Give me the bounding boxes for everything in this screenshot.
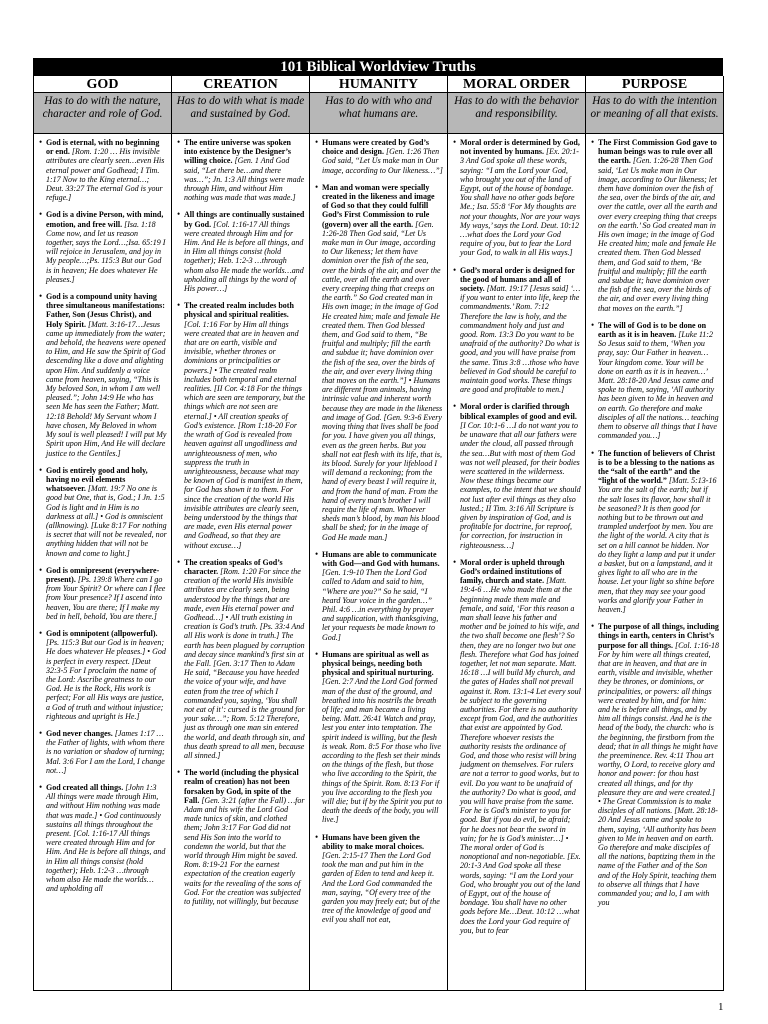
scripture-reference: [I Cor. 10:1-6 …I do not want you to be unaware that all our fathers were under the cloud, all passed through the sea…But with most of them God was not well pleased, for their bodies were scattered in the wilderness. Now these things became our examples, to the intent that we should not lust after evil things as they also lusted.; II Tim. 3:16 All Scripture is given by inspiration of God, and is profitable for doctrine, for reproof, for correction, for instruction in righteousness…]: [460, 420, 581, 550]
scripture-reference: [Gen. 1:26-28 Then God said, “Let Us make man in Our image, according to Our likeness; let them have dominion over the fish of the sea, over the birds of the air, and over the cattle, over all the earth and over every creeping thing that creeps on the earth.” So God created man in His own image; in the image of God He created him; male and female He created them. Then God blessed them, and God said to them, “Be fruitful and multiply; fill the earth and subdue it; have dominion over the fish of the sea, over the birds of the air, and over every living thing that moves on the earth.”] • Humans are different from animals, having intrinsic value and inherent worth because they are made in the likeness and image of God. [Gen. 9:3-6 Every moving thing that lives shall be food for you. I have given you all things, even as the green herbs. But you shall not eat flesh with its life, that is, its blood. Surely for your lifeblood I will demand a reckoning; from the hand of every beast I will require it, and from the hand of man. From the hand of every man’s brother I will require the life of man. Whoever sheds man’s blood, by man his blood shall be shed; for in the image of God He made man.]: [322, 219, 443, 542]
truth-entry: [591, 622, 719, 907]
truth-entry: [39, 629, 167, 721]
truth-statement: Humans have been given the ability to make moral choices.: [322, 832, 424, 851]
truth-statement: Humans were created by God’s choice and design.: [322, 138, 429, 157]
scripture-reference: [Col. 1:16-18 For by him were all things created, that are in heaven, and that are in earth, visible and invisible, whether they be thrones, or dominions, or principalities, or powers: all things were created by him, and for him: and he is before all things, and by him all things consist. And he is the head of the body, the church: who is the beginning, the firstborn from the dead; that in all things he might have the preeminence. Rev. 4:11 Thou art worthy, O Lord, to receive glory and honor and power: for thou hast created all things, and for thy pleasure they are and were created.] • The Great Commission is to make disciples of all nations. [Matt. 28:18-20 And Jesus came and spoke to them, saying, ‘All authority has been given to Me in heaven and on earth. Go therefore and make disciples of all the nations, baptizing them in the name of the Father and of the Son and of the Holy Spirit, teaching them to observe all things that I have commanded you; and lo, I am with you: [598, 640, 719, 908]
truth-entry: [39, 566, 167, 621]
truth-statement: Moral order is clarified through biblical examples of good and evil.: [460, 402, 577, 421]
scripture-reference: [Matt. 19:4-6 …He who made them at the beginning made them male and female, and said, ‘For this reason a man shall leave his father and mother and be joined to his wife, and the two shall become one flesh’? So then, they are no longer two but one flesh. Therefore what God has joined together, let not man separate. Matt. 16:18 …I will build My church, and the gates of Hades shall not prevail against it. Rom. 13:1-4 Let every soul be subject to the governing authorities. For there is no authority except from God, and the authorities that exist are appointed by God. Therefore whoever resists the authority resists the ordinance of God, and those who resist will bring judgment on themselves. For rulers are not a terror to good works, but to evil. Do you want to be unafraid of the authority? Do what is good, and you will have praise from the same. For he is God’s minister to you for good. But if you do evil, be afraid; for he does not bear the sword in vain; for he is God’s minister…] • The moral order of God is nonoptional and non-negotiable. [Ex. 20:1-3 And God spoke all these words, saying: “I am the Lord your God, who brought you out of the land of Egypt, out of the house of bondage. You shall have no other gods before Me…Deut. 10:12 …what does the Lord your God require of you, but to fear: [460, 576, 581, 935]
scripture-reference: [Gen. 1:9-10 Then the Lord God called to Adam and said to him, “Where are you?” So he said, “I heard Your voice in the garden…” Phil. 4:6 …in everything by prayer and supplication, with thanksgiving, let your requests be made known to God.]: [322, 568, 439, 642]
truth-statement: The will of God is to be done on earth as it is in heaven.: [598, 320, 707, 340]
truth-entry: [591, 449, 719, 615]
truth-statement: God is omnipresent (everywhere-present).: [46, 565, 160, 584]
truth-entry: [177, 210, 305, 293]
truth-statement: God is eternal, with no beginning or end.: [46, 138, 160, 157]
truth-entry: [39, 729, 167, 775]
truth-statement: Humans are able to communicate with God—and God with humans.: [322, 549, 440, 568]
truth-entry: [39, 138, 167, 202]
truth-statement: Man and woman were specially created in the likeness and image of God so that they could fulfill God’s First Commission to rule (govern) over all the earth.: [322, 182, 435, 229]
truth-entry: [39, 210, 167, 284]
truth-entry: [315, 833, 443, 925]
column-subtitle-purpose: Has to do with the intention or meaning of all that exists.: [586, 93, 724, 134]
truth-statement: Humans are spiritual as well as physical beings, needing both physical and spiritual nurturing.: [322, 649, 434, 678]
truth-statement: God never changes.: [46, 728, 113, 738]
scripture-reference: [Gen. 1:26-28 Then God said, ‘Let Us make man in Our image, according to Our likeness; let them have dominion over the fish of the sea, over the birds of the air, and over the cattle, over all the earth and over every creeping thing that creeps on the earth.’ So God created man in His own image; in the image of God He created him; male and female He created them. Then God blessed them, and God said to them, ‘Be fruitful and multiply; fill the earth and subdue it; have dominion over the fish of the sea, over the birds of the air, and over every living thing that moves on the earth.”]: [598, 156, 718, 313]
column-body-humanity: [310, 134, 448, 991]
scripture-reference: [Matt. 19:17 [Jesus said] ‘…if you want to enter into life, keep the commandments.’ Rom. 7:12 Therefore the law is holy, and the commandment holy and just and good. Rom. 13:3 Do you want to be unafraid of the authority? Do what is good, and you will have praise from the same. Titus 3:8 …those who have believed in God should be careful to maintain good works. These things are good and profitable to men.]: [460, 284, 581, 395]
truth-statement: God’s moral order is designed for the good of humans and all of society.: [460, 265, 575, 294]
scripture-reference: [Col. 1:16-17 All things were created through Him and for Him. And He is before all things, and in Him all things consist (hold together); Heb. 1:2-3 …through whom also He made the worlds…and upholding all things by the word of His power…]: [184, 219, 304, 294]
column-subtitle-creation: Has to do with what is made and sustained by God.: [172, 93, 310, 134]
truth-entry: [177, 768, 305, 906]
truth-statement: The First Commission God gave to human beings was to rule over all the earth.: [598, 138, 717, 166]
truth-statement: God created all things.: [46, 783, 124, 792]
truth-statement: The function of believers of Christ is to be a blessing to the nations as the “salt of the earth” and the “light of the world.”: [598, 448, 716, 486]
truth-entry: [39, 783, 167, 893]
truth-entry: [39, 292, 167, 458]
truth-statement: God is entirely good and holy, having no evil elements whatsoever.: [46, 465, 148, 494]
scripture-reference: [Luke 11:2 So Jesus said to them, ‘When you pray, say: Our Father in heaven… Your kingdom come. Your will be done on earth as it is in heaven…’ Matt. 28:18-20 And Jesus came and spoke to them, saying, ‘All authority has been given to Me in heaven and on earth. Go therefore and make disciples of all the nations… teaching them to observe all things that I have commanded you…]: [598, 330, 719, 441]
truth-statement: Moral order is upheld through God’s ordained institutions of family, church and state.: [460, 557, 565, 586]
scripture-reference: [Matt. 5:13-16 You are the salt of the earth; but if the salt loses its flavor, how shall it be seasoned? It is then good for nothing but to be thrown out and trampled underfoot by men. You are the light of the world. A city that is set on a hill cannot be hidden. Nor do they light a lamp and put it under a basket, but on a lampstand, and it gives light to all who are in the house. Let your light so shine before men, that they may see your good works and glorify your Father in heaven.]: [598, 476, 717, 614]
column-body-moral-order: [448, 134, 586, 991]
scripture-reference: [Gen. 1 And God said, “Let there be…and there was…”; Jn. 1:3 All things were made through Him, and without Him nothing was made that was made.]: [184, 156, 305, 203]
column-subtitle-humanity: Has to do with who and what humans are.: [310, 93, 448, 134]
scripture-reference: [Ex. 20:1-3 And God spoke all these words, saying: “I am the Lord your God, who brought you out of the land of Egypt, out of the house of bondage. You shall have no other gods before Me.; Isa. 55:8 ‘For My thoughts are not your thoughts, Nor are your ways My ways,’ says the Lord. Deut. 10:12 …what does the Lord your God require of you, but to fear the Lord your God, to walk in all His ways.]: [460, 147, 580, 258]
truth-entry: [315, 138, 443, 175]
column-header-purpose: PURPOSE: [586, 76, 724, 93]
truth-statement: The creation speaks of God’s character.: [184, 557, 283, 576]
truth-entry: [315, 550, 443, 642]
column-header-humanity: HUMANITY: [310, 76, 448, 93]
truth-entry: [177, 301, 305, 549]
truth-entry: [453, 266, 581, 395]
document-title: 101 Biblical Worldview Truths: [33, 58, 723, 76]
truth-entry: [453, 558, 581, 935]
column-subtitle-moral-order: Has to do with the behavior and responsibility.: [448, 93, 586, 134]
page-number: 1: [718, 1001, 724, 1013]
scripture-reference: [James 1:17 …the Father of lights, with whom there is no variation or shadow of turning; Mal. 3:6 For I am the Lord, I change not…]: [46, 728, 165, 775]
document-page: [33, 58, 723, 993]
truth-entry: [453, 138, 581, 258]
truth-statement: God is a divine Person, with mind, emotion, and free will.: [46, 210, 164, 229]
truths-table: [33, 76, 723, 991]
column-body-creation: [172, 134, 310, 991]
truth-statement: God is omnipotent (allpowerful).: [46, 628, 158, 638]
scripture-reference: [Gen. 2:15-17 Then the Lord God took the man and put him in the garden of Eden to tend and keep it. And the Lord God commanded the man, saying, “Of every tree of the garden you may freely eat; but of the tree of the knowledge of good and evil you shall not eat,: [322, 851, 440, 925]
truth-entry: [591, 138, 719, 313]
truth-entry: [591, 321, 719, 441]
column-subtitle-god: Has to do with the nature, character and role of God.: [34, 93, 172, 134]
scripture-reference: [Gen. 1:26 Then God said, “Let Us make man in Our image, according to Our likeness…”]: [322, 147, 443, 175]
column-body-purpose: [586, 134, 724, 991]
truth-statement: The created realm includes both physical and spiritual realities.: [184, 301, 294, 320]
truth-statement: Moral order is determined by God, not invented by humans.: [460, 138, 580, 157]
column-header-moral-order: MORAL ORDER: [448, 76, 586, 93]
scripture-reference: [Ps. 139:8 Where can I go from Your Spirit? Or where can I flee from Your presence? If I ascend into heaven, You are there; If I make my bed in hell, behold, You are there.]: [46, 574, 166, 621]
truth-statement: All things are continually sustained by God.: [184, 210, 305, 229]
truth-statement: The purpose of all things, including things in earth, centers in Christ’s purpose for all things.: [598, 622, 719, 650]
truth-entry: [39, 466, 167, 558]
scripture-reference: [Ps. 115:3 But our God is in heaven; He does whatever He pleases.] • God is perfect in every respect. [Deut 32:3-5 For I proclaim the name of the Lord: Ascribe greatness to our God. He is the Rock, His work is perfect; For all His ways are justice, a God of truth and without injustice; righteous and upright is He.]: [46, 638, 166, 721]
column-header-creation: CREATION: [172, 76, 310, 93]
scripture-reference: [Matt. 19:7 No one is good but One, that is, God.; I Jn. 1:5 God is light and in Him is no darkness at all.] • God is omniscient (allknowing). [Luke 8:17 For nothing is secret that will not be revealed, nor anything hidden that will not be known and come to light.]: [46, 484, 167, 558]
truth-statement: The world (including the physical realm of creation) has not been forsaken by God, in spite of the Fall.: [184, 768, 299, 805]
column-header-god: GOD: [34, 76, 172, 93]
truth-entry: [315, 650, 443, 825]
scripture-reference: [Gen. 3:21 (after the Fall) …for Adam and his wife the Lord God made tunics of skin, and clothed them; John 3:17 For God did not send His Son into the world to condemn the world, but that the world through Him might be saved. Rom. 8:19-21 For the earnest expectation of the creation eagerly waits for the revealing of the sons of God. For the creation was subjected to futility, not willingly, but because: [184, 795, 305, 907]
scripture-reference: [Matt. 3:16-17…Jesus came up immediately from the water; and behold, the heavens were opened to Him, and He saw the Spirit of God descending like a dove and alighting upon Him. And suddenly a voice came from heaven, saying, “This is My beloved Son, in whom I am well pleased.”; John 14:9 He who has seen Me has seen the Father; Matt. 12:18 Behold! My Servant whom I have chosen, My Beloved in whom My soul is well pleased! I will put My Spirit upon Him, And He will declare justice to the Gentiles.]: [46, 319, 167, 458]
scripture-reference: [Isa. 1:18 Come now, and let us reason together, says the Lord…;Isa. 65:19 I will rejoice in Jerusalem, and joy in My people…;Ps. 115:3 But our God is in heaven; He does whatever He pleases.]: [46, 219, 166, 284]
scripture-reference: [Rom. 1:20 For since the creation of the world His invisible attributes are clearly seen, being understood by the things that are made, even His eternal power and Godhead…] • All truth existing in creation is God’s truth. [Ps. 33:4 And all His work is done in truth.] The earth has been plagued by corruption and decay since mankind’s first sin at the Fall. [Gen. 3:17 Then to Adam He said, “Because you have heeded the voice of your wife, and have eaten from the tree of which I commanded you, saying, ‘You shall not eat of it’: cursed is the ground for your sake…”; Rom. 5:12 Therefore, just as through one man sin entered the world, and death through sin, and thus death spread to all men, because all sinned.]: [184, 566, 305, 760]
truth-statement: God is a compound unity having three simultaneous manifestations: Father, Son (Jesus Christ), and Holy Spirit.: [46, 292, 165, 329]
truth-statement: The entire universe was spoken into existence by the Designer’s willing choice.: [184, 138, 291, 166]
truth-entry: [177, 138, 305, 202]
truth-entry: [315, 183, 443, 542]
scripture-reference: [John 1:3 All things were made through Him, and without Him nothing was made that was made.] • God continuously sustains all things throughout the present. [Col. 1:16-17 All things were created through Him and for Him. And He is before all things, and in Him all things consist (hold together); Heb. 1:2-3 …through whom also He made the worlds… and upholding all: [46, 783, 166, 894]
truth-entry: [453, 402, 581, 549]
truth-entry: [177, 558, 305, 760]
scripture-reference: [Rom. 1:20 … His invisible attributes are clearly seen…even His eternal power and Godhead; I Tim. 1:17 Now to the King eternal…; Deut. 33:27 The eternal God is your refuge.]: [46, 147, 165, 203]
scripture-reference: [Col. 1:16 For by Him all things were created that are in heaven and that are on earth, visible and invisible, whether thrones or dominions or principalities or powers.] • The created realm includes both temporal and eternal realities. [II Cor. 4:18 For the things which are seen are temporary, but the things which are not seen are eternal.] • All creation speaks of God’s existence. [Rom 1:18-20 For the wrath of God is revealed from heaven against all ungodliness and unrighteousness of men, who suppress the truth in unrighteousness, because what may be known of God is manifest in them, for God has shown it to them. For since the creation of the world His invisible attributes are clearly seen, being understood by the things that are made, even His eternal power and Godhead, so that they are without excuse…]: [184, 319, 305, 550]
column-body-god: [34, 134, 172, 991]
scripture-reference: [Gen. 2:7 And the Lord God formed man of the dust of the ground, and breathed into his nostrils the breath of life; and man became a living being. Matt. 26:41 Watch and pray, lest you enter into temptation. The spirit indeed is willing, but the flesh is weak. Rom. 8:5 For those who live according to the flesh set their minds on the things of the flesh, but those who live according to the Spirit, the things of the Spirit. Rom. 8:13 For if you live according to the flesh you will die; but if by the Spirit you put to death the deeds of the body, you will live.]: [322, 677, 443, 825]
